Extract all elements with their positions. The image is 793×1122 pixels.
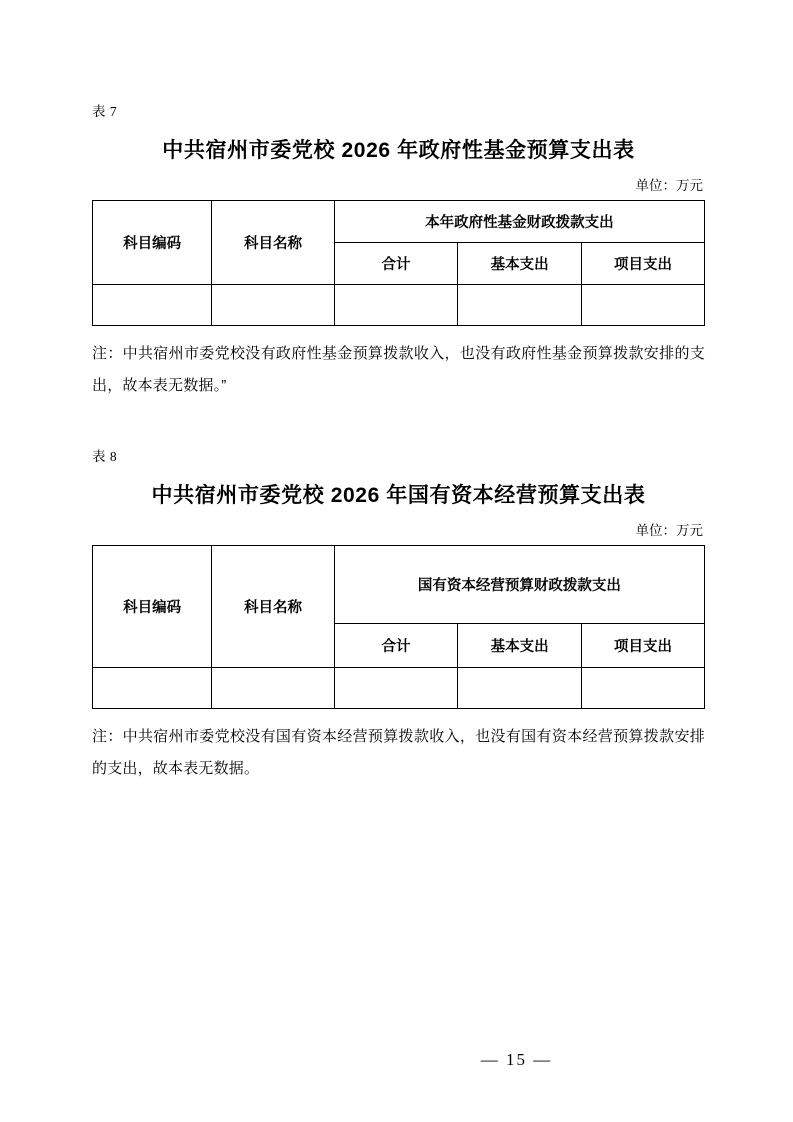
cell-subject-code xyxy=(93,285,212,326)
budget-table-8 xyxy=(92,545,705,709)
cell-project-expenditure xyxy=(581,668,704,709)
cell-subject-name xyxy=(212,285,334,326)
unit-note-8: 单位：万元 xyxy=(635,523,703,538)
page-number: — 15 — xyxy=(480,1050,553,1069)
header-subject-name: 科目名称 xyxy=(212,546,334,668)
header-project-expenditure: 项目支出 xyxy=(581,624,704,668)
cell-basic-expenditure xyxy=(458,285,582,326)
cell-basic-expenditure xyxy=(458,668,582,709)
header-subject-code: 科目编码 xyxy=(93,546,212,668)
header-total: 合计 xyxy=(334,243,458,285)
cell-subject-code xyxy=(93,668,212,709)
table-header-row xyxy=(93,546,705,624)
header-basic-expenditure: 基本支出 xyxy=(458,624,582,668)
cell-total xyxy=(334,668,458,709)
section-table-8 xyxy=(92,445,705,784)
header-group: 本年政府性基金财政拨款支出 xyxy=(334,201,704,243)
header-subject-name: 科目名称 xyxy=(212,201,334,285)
cell-total xyxy=(334,285,458,326)
table-label-7: 表 7 xyxy=(92,104,118,119)
header-total: 合计 xyxy=(334,624,458,668)
page-title-8: 中共宿州市委党校 2026 年国有资本经营预算支出表 xyxy=(151,484,646,507)
table-note-8: 注：中共宿州市委党校没有国有资本经营预算拨款收入，也没有国有资本经营预算拨款安排的支出，故本表无数据。 xyxy=(92,728,705,777)
page-title-7: 中共宿州市委党校 2026 年政府性基金预算支出表 xyxy=(162,139,635,162)
cell-project-expenditure xyxy=(581,285,704,326)
section-table-7 xyxy=(92,100,705,401)
cell-subject-name xyxy=(212,668,334,709)
table-row xyxy=(93,285,705,326)
header-group: 国有资本经营预算财政拨款支出 xyxy=(334,546,704,624)
table-note-7: 注：中共宿州市委党校没有政府性基金预算拨款收入，也没有政府性基金预算拨款安排的支出，故本表无数据。” xyxy=(92,345,705,394)
table-row xyxy=(93,668,705,709)
table-label-8: 表 8 xyxy=(92,449,118,464)
header-subject-code: 科目编码 xyxy=(93,201,212,285)
header-project-expenditure: 项目支出 xyxy=(581,243,704,285)
budget-table-7 xyxy=(92,200,705,326)
unit-note-7: 单位：万元 xyxy=(635,178,703,193)
table-header-row xyxy=(93,201,705,243)
header-basic-expenditure: 基本支出 xyxy=(458,243,582,285)
